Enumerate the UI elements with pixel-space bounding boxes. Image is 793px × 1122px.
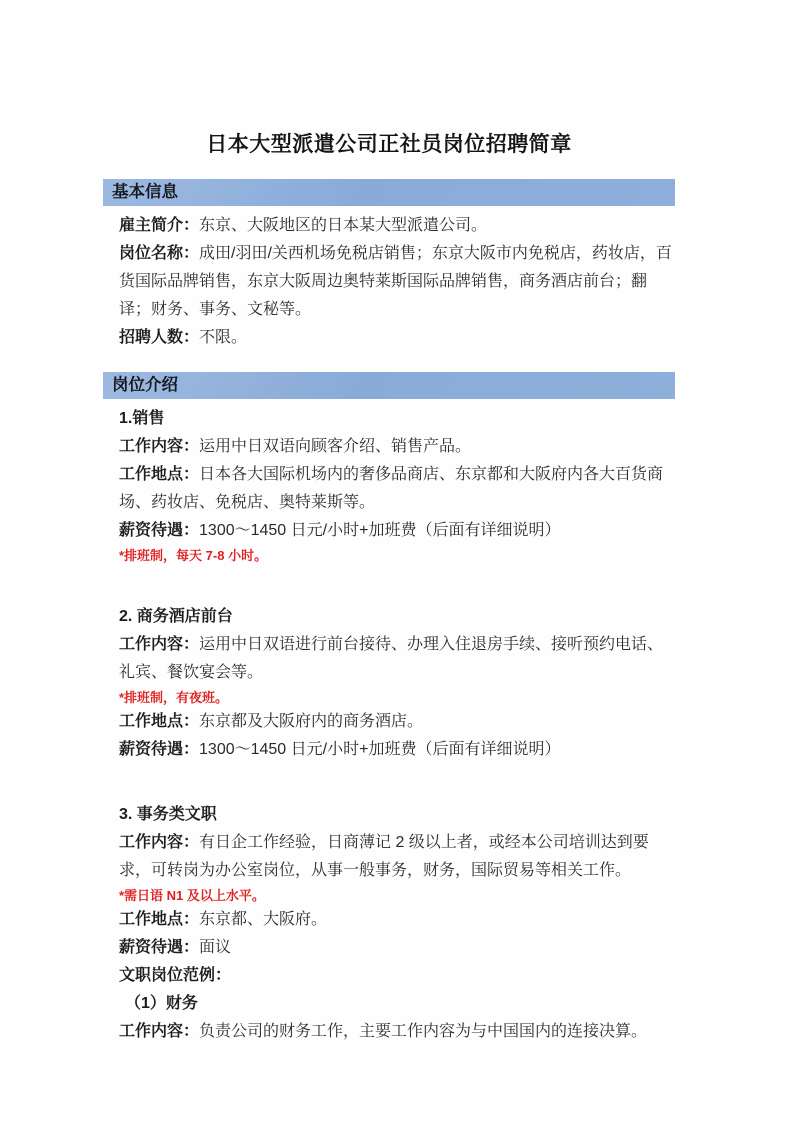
job-clerical-content-label: 工作内容： [119, 834, 200, 851]
job-sales-content [119, 433, 675, 461]
section-job-intro [103, 399, 675, 1046]
job-clerical-content-text: 有日企工作经验，日商薄记 2 级以上者，或经本公司培训达到要求，可转岗为办公室岗位，从事一般事务，财务，国际贸易等相关工作。 [119, 834, 649, 879]
job-hotel-note: *排班制，有夜班。 [119, 690, 229, 705]
document-body [103, 128, 675, 1046]
job-hotel-salary-text: 1300～1450 日元/小时+加班费（后面有详细说明） [199, 741, 561, 758]
job-sales [119, 405, 675, 566]
job-hotel-location [119, 708, 675, 736]
job-clerical-title: 3. 事务类文职 [119, 806, 217, 823]
job-clerical-location-label: 工作地点： [119, 911, 200, 928]
field-headcount-text: 不限。 [199, 329, 248, 346]
job-sales-salary-label: 薪资待遇： [119, 522, 200, 539]
job-hotel-location-text: 东京都及大阪府内的商务酒店。 [199, 713, 424, 730]
job-hotel-content [119, 631, 675, 687]
job-clerical-salary-text: 面议 [199, 939, 232, 956]
job-hotel-title: 2. 商务酒店前台 [119, 608, 233, 625]
field-job-names-label: 岗位名称： [119, 245, 200, 262]
field-headcount-label: 招聘人数： [119, 329, 200, 346]
field-job-names-text: 成田/羽田/关西机场免税店销售；东京大阪市内免税店，药妆店，百货国际品牌销售，东京大阪周边奥特莱斯国际品牌销售，商务酒店前台；翻译；财务、事务、文秘等。 [119, 245, 672, 318]
section-header-job-intro: 岗位介绍 [103, 372, 675, 399]
job-hotel-content-text: 运用中日双语进行前台接待、办理入住退房手续、接听预约电话、礼宾、餐饮宴会等。 [119, 636, 664, 681]
job-sales-salary [119, 517, 675, 545]
job-hotel-salary-label: 薪资待遇： [119, 741, 200, 758]
job-clerical-example-content-text: 负责公司的财务工作，主要工作内容为与中国国内的连接决算。 [199, 1023, 648, 1040]
job-sales-content-text: 运用中日双语向顾客介绍、销售产品。 [199, 438, 472, 455]
field-employer-text: 东京、大阪地区的日本某大型派遣公司。 [199, 217, 488, 234]
section-header-basic-info: 基本信息 [103, 179, 675, 206]
job-sales-note: *排班制，每天 7-8 小时。 [119, 548, 268, 563]
job-sales-content-label: 工作内容： [119, 438, 200, 455]
job-clerical-example-content [119, 1018, 675, 1046]
job-sales-location [119, 461, 675, 517]
job-hotel-salary [119, 736, 675, 764]
job-clerical-example-content-label: 工作内容： [119, 1023, 200, 1040]
job-sales-location-text: 日本各大国际机场内的奢侈品商店、东京都和大阪府内各大百货商场、药妆店、免税店、奥特莱斯等。 [119, 466, 664, 511]
job-hotel-location-label: 工作地点： [119, 713, 200, 730]
job-hotel-content-label: 工作内容： [119, 636, 200, 653]
job-sales-salary-text: 1300～1450 日元/小时+加班费（后面有详细说明） [199, 522, 561, 539]
field-headcount [119, 324, 675, 352]
job-clerical-salary [119, 934, 675, 962]
job-clerical-location-text: 东京都、大阪府。 [199, 911, 328, 928]
field-job-names [119, 240, 675, 324]
section-basic-info [103, 206, 675, 352]
job-clerical-salary-label: 薪资待遇： [119, 939, 200, 956]
job-sales-location-label: 工作地点： [119, 466, 200, 483]
job-clerical-examples-label: 文职岗位范例： [119, 967, 232, 984]
job-clerical [119, 801, 675, 1046]
job-clerical-example-title: （1）财务 [125, 995, 198, 1012]
field-employer-label: 雇主简介： [119, 217, 200, 234]
job-clerical-location [119, 906, 675, 934]
field-employer [119, 212, 675, 240]
job-sales-title: 1.销售 [119, 410, 165, 427]
job-clerical-content [119, 829, 675, 885]
job-hotel-front-desk [119, 603, 675, 764]
page-title: 日本大型派遣公司正社员岗位招聘简章 [206, 133, 572, 156]
job-clerical-note: *需日语 N1 及以上水平。 [119, 888, 265, 903]
